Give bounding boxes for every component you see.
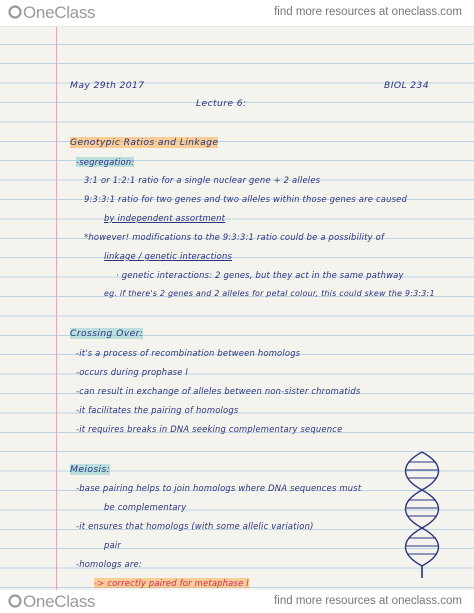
note-date: May 29th 2017 bbox=[70, 80, 145, 91]
margin-line bbox=[56, 0, 57, 613]
course-code: BIOL 234 bbox=[384, 80, 430, 91]
logo-text: OneClass bbox=[23, 592, 96, 611]
note-line: by independent assortment bbox=[104, 213, 226, 223]
section1-title-text: Genotypic Ratios and Linkage bbox=[70, 137, 219, 148]
top-banner bbox=[0, 0, 474, 27]
note-line: -it's a process of recombination between homologs bbox=[76, 348, 301, 358]
oneclass-logo-footer[interactable] bbox=[8, 592, 95, 612]
section-title-crossing-over bbox=[70, 328, 143, 339]
note-line: -homologs are: bbox=[76, 559, 142, 569]
note-line: · genetic interactions: 2 genes, but they act in the same pathway bbox=[116, 270, 404, 280]
note-line: -it ensures that homologs (with some allelic variation) bbox=[76, 521, 314, 531]
note-line: -it requires breaks in DNA seeking complementary sequence bbox=[76, 424, 343, 434]
highlighted-text: -> correctly paired for metaphase I bbox=[94, 578, 249, 588]
segregation-text: -segregation: bbox=[76, 157, 135, 167]
bottom-banner bbox=[0, 590, 474, 613]
note-line: linkage / genetic interactions bbox=[104, 251, 233, 261]
note-line: -occurs during prophase I bbox=[76, 367, 189, 377]
note-line: *however! modifications to the 9:3:3:1 ratio could be a possibility of bbox=[84, 232, 385, 242]
note-line: pair bbox=[104, 540, 122, 550]
note-line: eg. if there's 2 genes and 2 alleles for petal colour, this could skew the 9:3:3:1 bbox=[104, 289, 435, 298]
subhead-segregation bbox=[76, 157, 134, 167]
section-title-genotypic-ratios bbox=[70, 137, 218, 148]
banner-tagline[interactable]: find more resources at oneclass.com bbox=[274, 6, 462, 18]
logo-text: OneClass bbox=[23, 3, 96, 22]
footer-tagline[interactable]: find more resources at oneclass.com bbox=[274, 595, 462, 607]
lecture-title: Lecture 6: bbox=[196, 98, 247, 109]
section2-title-text: Crossing Over: bbox=[70, 328, 144, 339]
note-line bbox=[94, 578, 249, 588]
oneclass-logo-icon bbox=[8, 5, 22, 19]
oneclass-logo-icon bbox=[8, 594, 22, 608]
note-line: -can result in exchange of alleles between non-sister chromatids bbox=[76, 386, 361, 396]
dna-helix-drawing bbox=[392, 450, 452, 580]
note-line: be complementary bbox=[104, 502, 187, 512]
note-line: -base pairing helps to join homologs where DNA sequences must bbox=[76, 483, 362, 493]
note-line: 9:3:3:1 ratio for two genes and two alleles within those genes are caused bbox=[84, 194, 408, 204]
note-line: -it facilitates the pairing of homologs bbox=[76, 405, 239, 415]
note-line: 3:1 or 1:2:1 ratio for a single nuclear gene + 2 alleles bbox=[84, 175, 321, 185]
oneclass-logo[interactable] bbox=[8, 3, 95, 23]
section-title-meiosis bbox=[70, 464, 110, 475]
section3-title-text: Meiosis: bbox=[70, 464, 111, 475]
